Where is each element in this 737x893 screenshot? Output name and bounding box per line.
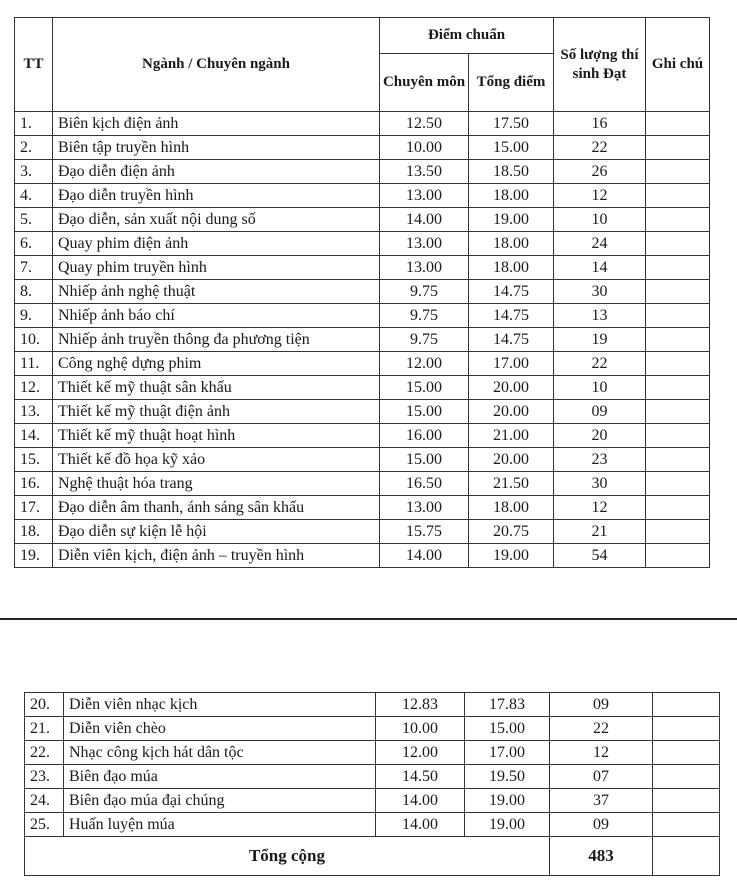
note-cell — [653, 693, 720, 717]
row-number: 3. — [15, 160, 53, 184]
major-name: Diễn viên nhạc kịch — [64, 693, 376, 717]
row-number: 10. — [15, 328, 53, 352]
note-cell — [653, 717, 720, 741]
note-cell — [646, 208, 710, 232]
table-row — [15, 184, 710, 208]
passed-count: 09 — [550, 693, 653, 717]
major-name: Đạo diễn âm thanh, ánh sáng sân khấu — [53, 496, 380, 520]
note-cell — [646, 112, 710, 136]
table-row — [15, 544, 710, 568]
passed-count: 07 — [550, 765, 653, 789]
total-score: 14.75 — [469, 304, 554, 328]
major-name: Thiết kế đồ họa kỹ xảo — [53, 448, 380, 472]
passed-count: 13 — [554, 304, 646, 328]
page-break-line — [0, 618, 737, 620]
table-row — [25, 813, 720, 837]
major-name: Huấn luyện múa — [64, 813, 376, 837]
passed-count: 22 — [554, 136, 646, 160]
total-score: 19.00 — [469, 544, 554, 568]
passed-count: 10 — [554, 208, 646, 232]
specialty-score: 16.00 — [380, 424, 469, 448]
specialty-score: 13.00 — [380, 496, 469, 520]
specialty-score: 13.00 — [380, 184, 469, 208]
major-name: Biên tập truyền hình — [53, 136, 380, 160]
specialty-score: 12.83 — [376, 693, 465, 717]
total-score: 18.00 — [469, 184, 554, 208]
passed-count: 30 — [554, 472, 646, 496]
major-name: Đạo diễn truyền hình — [53, 184, 380, 208]
passed-count: 12 — [554, 184, 646, 208]
specialty-score: 12.50 — [380, 112, 469, 136]
passed-count: 21 — [554, 520, 646, 544]
row-number: 16. — [15, 472, 53, 496]
specialty-score: 15.75 — [380, 520, 469, 544]
row-number: 5. — [15, 208, 53, 232]
row-number: 12. — [15, 376, 53, 400]
major-name: Thiết kế mỹ thuật điện ảnh — [53, 400, 380, 424]
row-number: 2. — [15, 136, 53, 160]
major-name: Đạo diễn sự kiện lễ hội — [53, 520, 380, 544]
specialty-score: 14.00 — [380, 208, 469, 232]
row-number: 18. — [15, 520, 53, 544]
major-name: Nghệ thuật hóa trang — [53, 472, 380, 496]
total-score: 18.00 — [469, 256, 554, 280]
header-cutoff: Điểm chuẩn — [380, 18, 554, 54]
total-score: 21.00 — [469, 424, 554, 448]
note-cell — [646, 496, 710, 520]
note-cell — [646, 400, 710, 424]
table-row — [25, 717, 720, 741]
specialty-score: 14.00 — [376, 813, 465, 837]
note-cell — [646, 328, 710, 352]
table-row — [15, 472, 710, 496]
major-name: Quay phim truyền hình — [53, 256, 380, 280]
note-cell — [646, 448, 710, 472]
total-score: 20.00 — [469, 400, 554, 424]
row-number: 21. — [25, 717, 64, 741]
specialty-score: 15.00 — [380, 448, 469, 472]
specialty-score: 14.00 — [376, 789, 465, 813]
table-row — [15, 280, 710, 304]
specialty-score: 10.00 — [380, 136, 469, 160]
table-row — [15, 496, 710, 520]
note-cell — [646, 184, 710, 208]
cutoff-score-table-page-1 — [14, 17, 710, 568]
table-row — [15, 448, 710, 472]
passed-count: 22 — [550, 717, 653, 741]
total-score: 20.00 — [469, 448, 554, 472]
header-total-score: Tổng điểm — [469, 54, 554, 112]
total-row — [25, 837, 720, 876]
passed-count: 22 — [554, 352, 646, 376]
total-score: 17.00 — [465, 741, 550, 765]
major-name: Diễn viên kịch, điện ảnh – truyền hình — [53, 544, 380, 568]
row-number: 11. — [15, 352, 53, 376]
row-number: 6. — [15, 232, 53, 256]
cutoff-score-table-page-2 — [24, 692, 720, 876]
major-name: Công nghệ dựng phim — [53, 352, 380, 376]
total-score: 17.00 — [469, 352, 554, 376]
table-row — [25, 693, 720, 717]
specialty-score: 13.00 — [380, 256, 469, 280]
total-score: 18.00 — [469, 232, 554, 256]
row-number: 8. — [15, 280, 53, 304]
row-number: 22. — [25, 741, 64, 765]
passed-count: 30 — [554, 280, 646, 304]
row-number: 7. — [15, 256, 53, 280]
specialty-score: 12.00 — [380, 352, 469, 376]
note-cell — [646, 352, 710, 376]
header-specialty-score: Chuyên môn — [380, 54, 469, 112]
table-row — [15, 232, 710, 256]
major-name: Đạo diễn điện ảnh — [53, 160, 380, 184]
major-name: Nhiếp ảnh báo chí — [53, 304, 380, 328]
note-cell — [646, 280, 710, 304]
specialty-score: 12.00 — [376, 741, 465, 765]
total-score: 15.00 — [465, 717, 550, 741]
row-number: 17. — [15, 496, 53, 520]
table-row — [15, 424, 710, 448]
passed-count: 16 — [554, 112, 646, 136]
total-score: 21.50 — [469, 472, 554, 496]
table-row — [15, 160, 710, 184]
specialty-score: 14.00 — [380, 544, 469, 568]
total-score: 15.00 — [469, 136, 554, 160]
row-number: 23. — [25, 765, 64, 789]
passed-count: 12 — [554, 496, 646, 520]
passed-count: 37 — [550, 789, 653, 813]
total-score: 18.50 — [469, 160, 554, 184]
table-row — [15, 208, 710, 232]
major-name: Biên kịch điện ảnh — [53, 112, 380, 136]
passed-count: 26 — [554, 160, 646, 184]
table-body — [25, 693, 720, 837]
row-number: 25. — [25, 813, 64, 837]
major-name: Nhạc công kịch hát dân tộc — [64, 741, 376, 765]
row-number: 13. — [15, 400, 53, 424]
specialty-score: 15.00 — [380, 400, 469, 424]
major-name: Biên đạo múa đại chúng — [64, 789, 376, 813]
table-row — [25, 789, 720, 813]
total-score: 14.75 — [469, 328, 554, 352]
note-cell — [646, 256, 710, 280]
total-score: 19.00 — [465, 813, 550, 837]
note-cell — [646, 472, 710, 496]
specialty-score: 9.75 — [380, 304, 469, 328]
total-score: 20.00 — [469, 376, 554, 400]
header-major: Ngành / Chuyên ngành — [53, 18, 380, 112]
table-row — [15, 328, 710, 352]
table-row — [15, 136, 710, 160]
header-tt: TT — [15, 18, 53, 112]
table-body — [15, 112, 710, 568]
row-number: 15. — [15, 448, 53, 472]
note-cell — [646, 520, 710, 544]
passed-count: 10 — [554, 376, 646, 400]
specialty-score: 9.75 — [380, 328, 469, 352]
specialty-score: 13.00 — [380, 232, 469, 256]
major-name: Thiết kế mỹ thuật hoạt hình — [53, 424, 380, 448]
row-number: 9. — [15, 304, 53, 328]
total-label: Tổng cộng — [25, 837, 550, 876]
major-name: Thiết kế mỹ thuật sân khấu — [53, 376, 380, 400]
major-name: Diễn viên chèo — [64, 717, 376, 741]
major-name: Nhiếp ảnh truyền thông đa phương tiện — [53, 328, 380, 352]
passed-count: 19 — [554, 328, 646, 352]
total-score: 20.75 — [469, 520, 554, 544]
major-name: Biên đạo múa — [64, 765, 376, 789]
note-cell — [646, 304, 710, 328]
specialty-score: 10.00 — [376, 717, 465, 741]
passed-count: 23 — [554, 448, 646, 472]
passed-count: 12 — [550, 741, 653, 765]
note-cell — [646, 376, 710, 400]
table-row — [25, 765, 720, 789]
major-name: Nhiếp ảnh nghệ thuật — [53, 280, 380, 304]
total-score: 18.00 — [469, 496, 554, 520]
total-score: 19.50 — [465, 765, 550, 789]
note-cell — [653, 789, 720, 813]
specialty-score: 16.50 — [380, 472, 469, 496]
note-cell — [646, 424, 710, 448]
passed-count: 24 — [554, 232, 646, 256]
specialty-score: 14.50 — [376, 765, 465, 789]
table-row — [15, 256, 710, 280]
specialty-score: 15.00 — [380, 376, 469, 400]
note-cell — [653, 741, 720, 765]
note-cell — [646, 232, 710, 256]
table-row — [15, 112, 710, 136]
row-number: 14. — [15, 424, 53, 448]
table-row — [15, 376, 710, 400]
note-cell — [646, 160, 710, 184]
row-number: 24. — [25, 789, 64, 813]
total-score: 17.50 — [469, 112, 554, 136]
table-row — [25, 741, 720, 765]
specialty-score: 9.75 — [380, 280, 469, 304]
note-cell — [653, 813, 720, 837]
table-row — [15, 520, 710, 544]
major-name: Quay phim điện ảnh — [53, 232, 380, 256]
total-score: 19.00 — [465, 789, 550, 813]
row-number: 1. — [15, 112, 53, 136]
note-cell — [653, 765, 720, 789]
passed-count: 09 — [554, 400, 646, 424]
header-note: Ghi chú — [646, 18, 710, 112]
row-number: 4. — [15, 184, 53, 208]
table-row — [15, 400, 710, 424]
note-cell — [646, 136, 710, 160]
total-count: 483 — [550, 837, 653, 876]
table-row — [15, 352, 710, 376]
passed-count: 14 — [554, 256, 646, 280]
major-name: Đạo diễn, sản xuất nội dung số — [53, 208, 380, 232]
total-note-cell — [653, 837, 720, 876]
total-score: 17.83 — [465, 693, 550, 717]
header-count: Số lượng thí sinh Đạt — [554, 18, 646, 112]
passed-count: 20 — [554, 424, 646, 448]
table-row — [15, 304, 710, 328]
passed-count: 54 — [554, 544, 646, 568]
total-score: 19.00 — [469, 208, 554, 232]
row-number: 20. — [25, 693, 64, 717]
note-cell — [646, 544, 710, 568]
row-number: 19. — [15, 544, 53, 568]
total-score: 14.75 — [469, 280, 554, 304]
specialty-score: 13.50 — [380, 160, 469, 184]
passed-count: 09 — [550, 813, 653, 837]
